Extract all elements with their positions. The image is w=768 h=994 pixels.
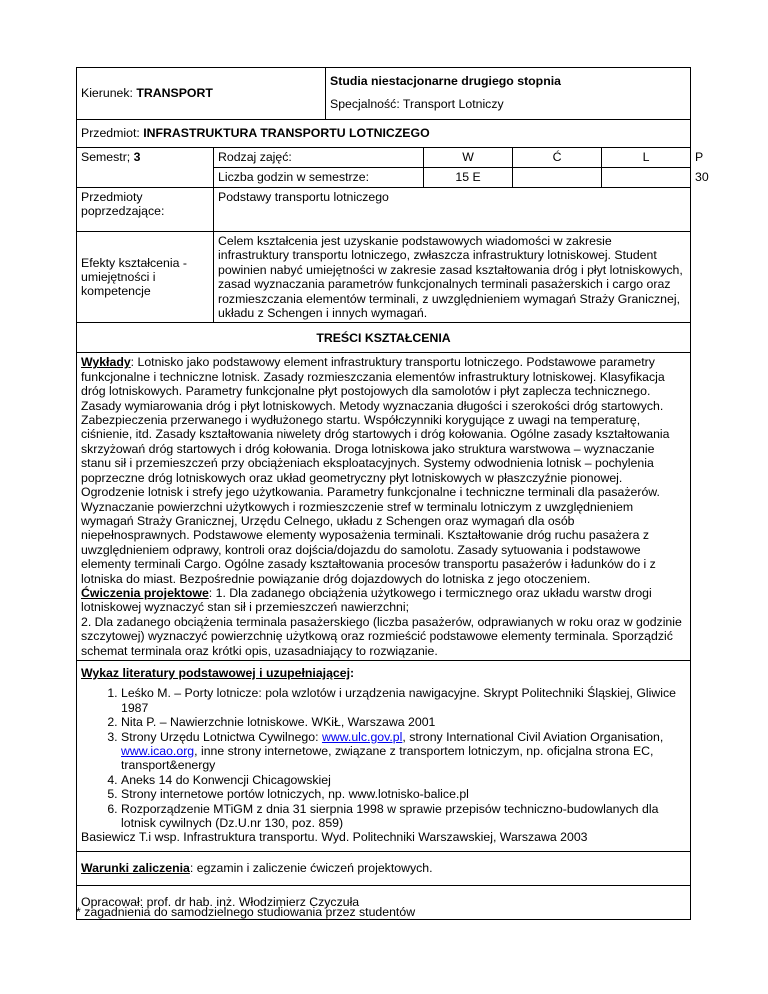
liczba-godzin-label: Liczba godzin w semestrze: [214,168,424,188]
przedmiot-value: INFRASTRUKTURA TRANSPORTU LOTNICZEGO [143,126,430,141]
syllabus-table: Kierunek: TRANSPORT Studia niestacjonarne drugiego stopnia Specjalność: Transport Lotniczy Przedmiot: INFRASTRUKTURA TRANSPORTU LOTNICZEGO Semestr; 3 Rodzaj zajęć: W Ć L P Liczba godzin w semestrze: 15 E 30 Przedmioty poprzedzające: Podstawy transportu lotniczego Efekty kształcenia - umiejętności i kompetencje Celem kształcenia jest uzyskanie podstawowych wiadomości w zakresie infrastruktury transportu lotniczego, zwłaszcza infrastruktury lotniskowej. Student powinien nabyć umiejętności w zakresie zasad kształtowania dróg i płyt lotniskowych, zasad wyznaczania parametrów funkcjonalnych terminali pasażerskich i cargo oraz rozmieszczania elementów terminali, z uwzględnieniem wymagań Straży Granicznej, układu z Schengen i innych wymagań. TREŚCI KSZTAŁCENIA Wykłady: Lotnisko jako podstawowy element infrastruktury transportu lotniczego. Podstawowe parametry funkcjonalne i techniczne lotnisk. Zasady rozmieszczania elementów infrastruktury lotniskowej. Klasyfikacja dróg lotniskowych. Parametry funkcjonalne płyt postojowych dla samolotów i płyt zaplecza technicznego. Zasady wymiarowania dróg i płyt lotniskowych. Metody wyznaczania długości i szerokości dróg startowych. Zabezpieczenia przerwanego i wydłużonego startu. Współczynniki korygujące z uwagi na temperaturę, ciśnienie, itd. Zasady kształtowania niwelety dróg startowych i dróg kołowania. Ogólne zasady kształtowania skrzyżowań dróg startowych i dróg kołowania. Droga lotniskowa jako struktura warstwowa – wyznaczanie stanu sił i przemieszczeń przy obciążeniach eksploatacyjnych. Systemy odwodnienia lotnisk – pochylenia poprzeczne dróg lotniskowych oraz układ geometryczny płyt lotniskowych w płaszczyźnie pionowej. Ogrodzenie lotnisk i strefy jego użytkowania. Parametry funkcjonalne i techniczne terminali dla pasażerów. Wyznaczanie powierzchni użytkowych i rozmieszczenie stref w terminalu lotniczym z uwzględnieniem wymagań Straży Granicznej, Urzędu Celnego, układu z Schengen oraz wymagań dla osób niepełnosprawnych. Podstawowe elementy wyposażenia terminali. Kształtowanie dróg ruchu pasażera z uwzględnieniem odprawy, kontroli oraz dojścia/dojazdu do samolotu. Zasady sytuowania i podstawowe elementy terminali Cargo. Ogólne zasady kształtowania procesów transportu pasażerów i ładunków do i z lotniska do miast. Bezpośrednie powiązanie dróg dojazdowych do lotniska z jego otoczeniem. Ćwiczenia projektowe: 1. Dla zadanego obciążenia użytkowego i termicznego oraz układu warstw drogi lotniskowej wyznaczyć stan sił i przemieszczeń nawierzchni; 2. Dla zadanego obciążenia terminala pasażerskiego (liczba pasażerów, odprawianych w roku oraz w godzinie szczytowej) wyznaczyć powierzchnię użytkową oraz rozmieścić podstawowe elementy terminala. Sporządzić schemat terminala oraz krótki opis, uzasadniający to rozwiązanie. Wykaz literatury podstawowej i uzupełniającej: 1. Leśko M. – Porty lotnicze: pola wzlotów i urządzenia nawigacyjne. Skrypt Politechniki Śląskiej, Gliwice 1987 2. Nita P. – Nawierzchnie lotniskowe. WKiŁ, Warszawa 2001 3. Strony Urzędu Lotnictwa Cywilnego: www.ulc.gov.pl, strony International Civil Aviation Organisation, www.icao.org, inne strony internetowe, związane z transportem lotniczym, np. oficjalna strona EC, transport&energy 4. Aneks 14 do Konwencji Chicagowskiej 5. Strony internetowe portów lotniczych, np. www.lotnisko-balice.pl 6. Rozporządzenie MTiGM z dnia 31 sierpnia 1998 w sprawie przepisów techniczno-budowlanych dla lotnisk cywilnych (Dz.U.nr 130, poz. 859) Basiewicz T.i wsp. Infrastruktura transportu. Wyd. Politechniki Warszawskiej, Warszawa 2003 Warunki zaliczenia: egzamin i zaliczenie ćwiczeń projektowych. Opracował: prof. dr hab. inż. Włodzimierz Czyczuła [76,67,691,920]
ulc-link[interactable]: www.ulc.gov.pl [321,729,403,744]
studia-title: Studia niestacjonarne drugiego stopnia [330,74,561,88]
wyklady-paragraph [81,355,686,586]
hours-l [602,168,691,188]
opracowal: Opracował: prof. dr hab. inż. Włodzimierz Czyczuła [77,885,691,919]
wyklady-label: Wykłady [81,355,131,370]
footnote: * zagadnienia do samodzielnego studiowania przez studentów [76,905,416,919]
col-l: L [602,148,691,168]
literatura-extra: Basiewicz T.i wsp. Infrastruktura transportu. Wyd. Politechniki Warszawskiej, Warszawa 2003 [81,830,588,845]
cwiczenia-paragraph [81,586,686,615]
efekty-value: Celem kształcenia jest uzyskanie podstawowych wiadomości w zakresie infrastruktury transportu lotniczego, zwłaszcza infrastruktury lotniskowej. Student powinien nabyć umiejętności w zakresie zasad kształtowania dróg i płyt lotniskowych, zasad wyznaczania parametrów funkcjonalnych terminali pasażerskich i cargo oraz rozmieszczania elementów terminali, z uwzględnieniem wymagań Straży Granicznej, układu z Schengen i innych wymagań. [214,232,691,323]
cwiczenia-label: Ćwiczenia projektowe [81,585,209,600]
syllabus-page [76,67,709,920]
literatura-colon: : [350,665,355,680]
literatura-heading: Wykaz literatury podstawowej i uzupełniającej [81,665,351,680]
semestr-cell [77,148,214,188]
tresci-body [77,353,691,661]
literatura-list [81,686,686,830]
icao-link[interactable]: www.icao.org [121,744,195,758]
literatura-item: 2. Nita P. – Nawierzchnie lotniskowe. WKiŁ, Warszawa 2001 [121,715,686,729]
item3-text-b: , strony International Civil Aviation Organisation, [402,729,664,744]
cwiczenia-text1: : 1. Dla zadanego obciążenia użytkowego i termicznego oraz układu warstw drogi lotniskowej wyznaczyć stan sił i przemieszczeń nawierzchni; [81,585,652,615]
semestr-label: Semestr; [81,150,134,164]
literatura-cell [77,660,691,851]
rodzaj-zajec-label: Rodzaj zajęć: [214,148,424,168]
kierunek-cell [77,68,326,120]
literatura-heading-line [81,666,686,680]
wyklady-text: : Lotnisko jako podstawowy element infrastruktury transportu lotniczego. Podstawowe parametry funkcjonalne i techniczne lotnisk. Zasady rozmieszczania elementów infrastruktury lotniskowej. Klasyfikacja dróg lotniskowych. Parametry funkcjonalne płyt postojowych dla samolotów i płyt zaplecza technicznego. Zasady wymiarowania dróg i płyt lotniskowych. Metody wyznaczania długości i szerokości dróg startowych. Zabezpieczenia przerwanego i wydłużonego startu. Współczynniki korygujące z uwagi na temperaturę, ciśnienie, itd. Zasady kształtowania niwelety dróg startowych i dróg kołowania. Ogólne zasady kształtowania skrzyżowań dróg startowych i dróg kołowania. Droga lotniskowa jako struktura warstwowa – wyznaczanie stanu sił i przemieszczeń przy obciążeniach eksploatacyjnych. Systemy odwodnienia lotnisk – pochylenia poprzeczne dróg lotniskowych oraz układ geometryczny płyt lotniskowych w płaszczyźnie pionowej. Ogrodzenie lotnisk i strefy jego użytkowania. Parametry funkcjonalne i techniczne terminali dla pasażerów. Wyznaczanie powierzchni użytkowych i rozmieszczenie stref w terminalu lotniczym z uwzględnieniem wymagań Straży Granicznej, Urzędu Celnego, układu z Schengen oraz wymagań dla osób niepełnosprawnych. Podstawowe elementy wyposażenia terminali. Kształtowanie dróg ruchu pasażera z uwzględnieniem odprawy, kontroli oraz dojścia/dojazdu do samolotu. Zasady sytuowania i podstawowe elementy terminali Cargo. Ogólne zasady kształtowania procesów transportu pasażerów i ładunków do i z lotniska do miast. Bezpośrednie powiązanie dróg dojazdowych do lotniska z jego otoczeniem. [81,355,670,586]
warunki-value: : egzamin i zaliczenie ćwiczeń projektowych. [189,861,433,876]
cwiczenia-text2: 2. Dla zadanego obciążenia terminala pasażerskiego (liczba pasażerów, odprawianych w roku oraz w godzinie szczytowej) wyznaczyć powierzchnię użytkową oraz rozmieścić podstawowe elementy terminala. Sporządzić schemat terminala oraz krótki opis, uzasadniający to rozwiązanie. [81,614,682,658]
specjalnosc: Specjalność: Transport Lotniczy [330,97,504,112]
przedmioty-value: Podstawy transportu lotniczego [214,188,691,232]
hours-c [513,168,602,188]
warunki-cell [77,851,691,885]
literatura-item: 1. Leśko M. – Porty lotnicze: pola wzlotów i urządzenia nawigacyjne. Skrypt Politechniki Śląskiej, Gliwice 1987 [121,686,686,715]
kierunek-value: TRANSPORT [136,86,213,101]
literatura-item: 6. Rozporządzenie MTiGM z dnia 31 sierpnia 1998 w sprawie przepisów techniczno-budowlanych dla lotnisk cywilnych (Dz.U.nr 130, poz. 859) [121,802,686,831]
literatura-item: 4. Aneks 14 do Konwencji Chicagowskiej [121,773,686,787]
przedmiot-label: Przedmiot: [81,126,144,141]
przedmiot-cell [77,120,691,148]
tresci-heading: TREŚCI KSZTAŁCENIA [77,323,691,353]
kierunek-label: Kierunek: [81,86,137,101]
efekty-label: Efekty kształcenia - umiejętności i kompetencje [77,232,214,323]
item3-text-a: Strony Urzędu Lotnictwa Cywilnego: [121,729,322,744]
item3-text-c: , inne strony internetowe, związane z transportem lotniczym, np. oficjalna strona EC, transport&energy [121,744,654,773]
studia-cell [326,68,691,120]
col-c: Ć [513,148,602,168]
literatura-item: 5. Strony internetowe portów lotniczych, np. www.lotnisko-balice.pl [121,787,686,801]
col-w: W [424,148,513,168]
semestr-value: 3 [133,150,141,164]
hours-w: 15 E [424,168,513,188]
literatura-item [121,730,686,773]
przedmioty-label: Przedmioty poprzedzające: [77,188,214,232]
warunki-label: Warunki zaliczenia [81,861,190,876]
